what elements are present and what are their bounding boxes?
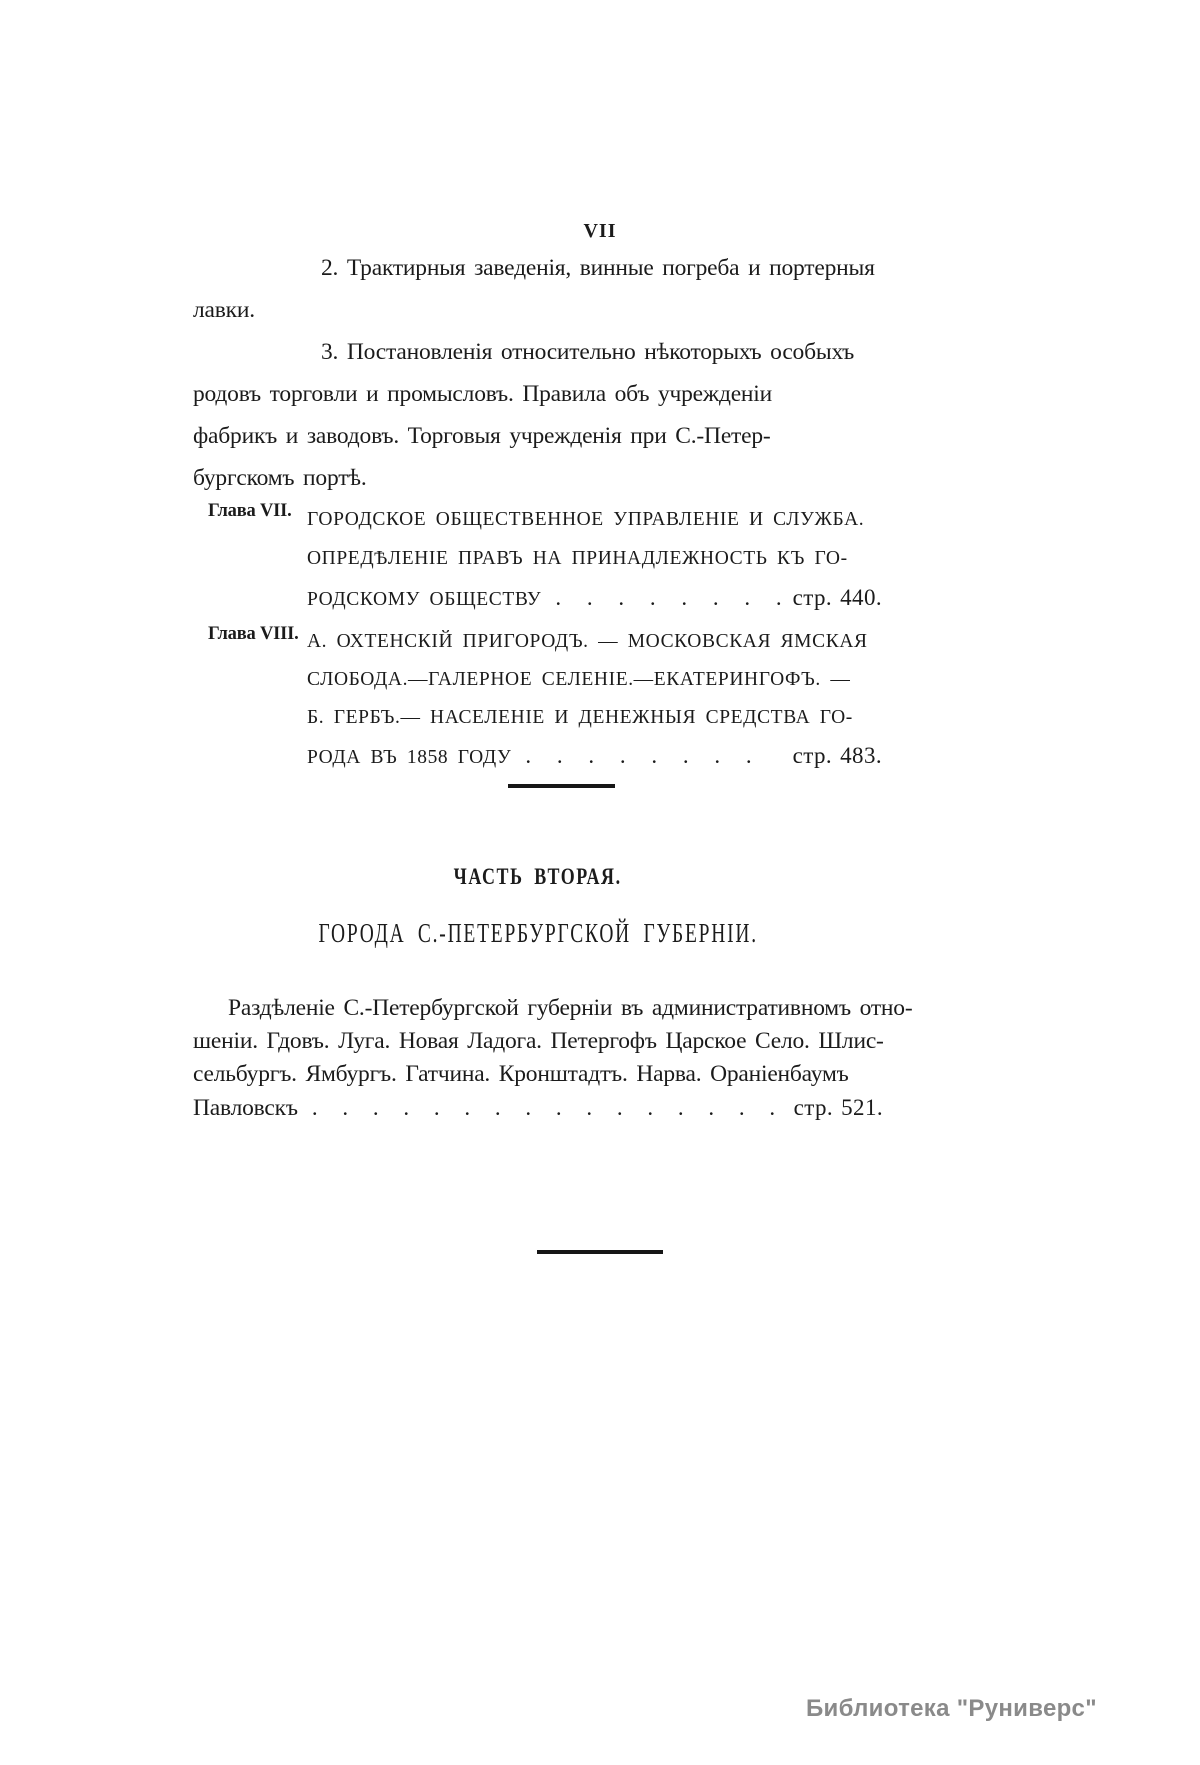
chapter-vii-line2: ОПРЕДѢЛЕНІЕ ПРАВЪ НА ПРИНАДЛЕЖНОСТЬ КЪ ГО- bbox=[307, 548, 848, 569]
toc-item3-line3: фабрикъ и заводовъ. Торговыя учрежденія при С.-Петер- bbox=[193, 423, 771, 449]
paragraph-line4-text: Павловскъ bbox=[193, 1095, 298, 1121]
chapter-viii-label: Глава VIII. bbox=[208, 624, 299, 644]
chapter-viii-line3: Б. ГЕРБЪ.— НАСЕЛЕНІЕ И ДЕНЕЖНЫЯ СРЕДСТВА ГО- bbox=[307, 707, 853, 728]
paragraph-line1: Раздѣленіе С.-Петербургской губерніи въ административномъ отно- bbox=[228, 995, 913, 1021]
paragraph-page-ref: стр. 521. bbox=[793, 1095, 883, 1120]
chapter-vii-entry bbox=[208, 500, 882, 619]
chapter-viii-page-ref: стр. 483. bbox=[792, 743, 882, 768]
chapter-vii-line3 bbox=[307, 578, 882, 619]
toc-item2-line1: 2. Трактирныя заведенія, винные погреба и портерныя bbox=[321, 255, 875, 281]
library-watermark: Библиотека "Руниверс" bbox=[806, 1695, 1097, 1722]
toc-subitems bbox=[193, 247, 893, 499]
leader-dots: . . . . . . . . bbox=[555, 585, 790, 610]
toc-item3-line2: родовъ торговли и промысловъ. Правила объ учрежденіи bbox=[193, 381, 773, 407]
paragraph-line2: шеніи. Гдовъ. Луга. Новая Ладога. Петергофъ Царское Село. Шлис- bbox=[193, 1028, 884, 1054]
leader-dots: . . . . . . . . bbox=[525, 743, 760, 768]
part-two-heading: ЧАСТЬ ВТОРАЯ. bbox=[454, 864, 622, 889]
chapter-vii-line3-text: РОДСКОМУ ОБЩЕСТВУ bbox=[307, 589, 542, 610]
part-two-paragraph bbox=[193, 992, 913, 1125]
part-two-heading-wrap bbox=[193, 864, 883, 890]
chapter-viii-line2: СЛОБОДА.—ГАЛЕРНОЕ СЕЛЕНІЕ.—ЕКАТЕРИНГОФЪ. — bbox=[307, 669, 851, 690]
chapter-vii-line1: ГОРОДСКОЕ ОБЩЕСТВЕННОЕ УПРАВЛЕНІЕ И СЛУЖБА. bbox=[307, 509, 865, 530]
part-two-subheading: ГОРОДА С.-ПЕТЕРБУРГСКОЙ ГУБЕРНІИ. bbox=[318, 918, 758, 948]
chapter-viii-line4 bbox=[307, 737, 882, 777]
chapter-vii-label: Глава VII. bbox=[208, 501, 292, 521]
toc-item2-line2: лавки. bbox=[193, 297, 255, 323]
paragraph-line3: сельбургъ. Ямбургъ. Гатчина. Кронштадтъ. Нарва. Ораніенбаумъ bbox=[193, 1061, 849, 1087]
horizontal-rule-bottom bbox=[537, 1250, 663, 1254]
chapter-vii-page-ref: стр. 440. bbox=[792, 585, 882, 610]
part-two-subheading-wrap bbox=[193, 918, 883, 949]
chapter-viii-line4-text: РОДА ВЪ 1858 ГОДУ bbox=[307, 747, 512, 768]
paragraph-line4 bbox=[193, 1091, 883, 1125]
toc-item3-line1: 3. Постановленія относительно нѣкоторыхъ особыхъ bbox=[321, 339, 855, 365]
chapter-viii-text bbox=[307, 623, 882, 777]
page-number: VII bbox=[583, 220, 617, 242]
leader-dots: . . . . . . . . . . . . . . . . bbox=[311, 1095, 784, 1120]
chapter-viii-line1: А. ОХТЕНСКІЙ ПРИГОРОДЪ. — МОСКОВСКАЯ ЯМСКАЯ bbox=[307, 631, 868, 652]
chapter-viii-entry bbox=[208, 623, 882, 777]
horizontal-rule-top bbox=[508, 784, 615, 788]
chapter-vii-text bbox=[307, 500, 882, 619]
toc-item3-line4: бургскомъ портѣ. bbox=[193, 465, 367, 491]
